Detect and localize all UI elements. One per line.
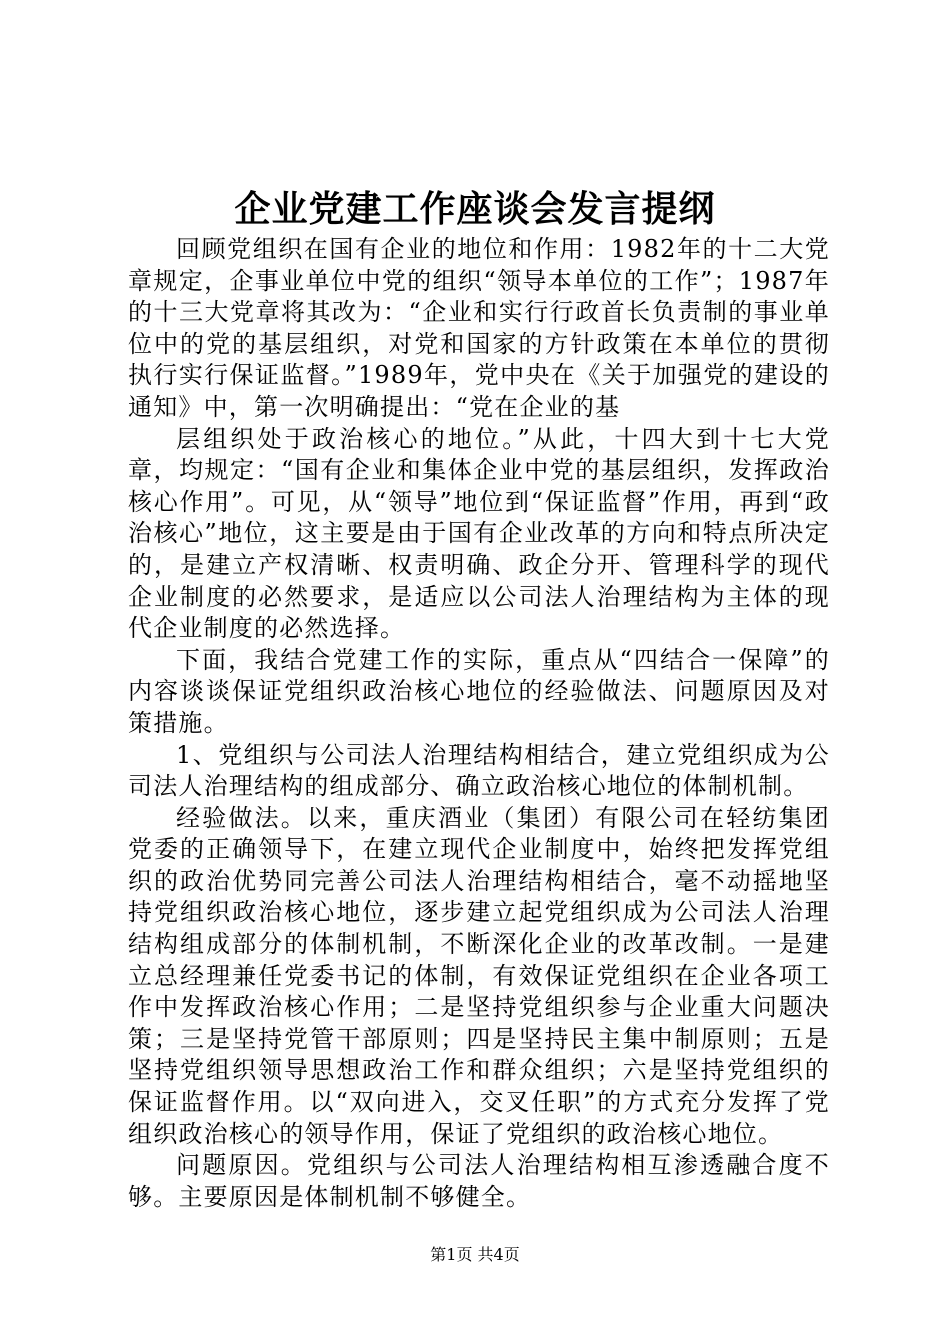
paragraph-1: 回顾党组织在国有企业的地位和作用：1982年的十二大党章规定，企事业单位中党的组织“领导本单位的工作”；1987年的十三大党章将其改为：“企业和实行行政首长负责制的事业单位中的党的基层组织，对党和国家的方针政策在本单位的贯彻执行实行保证监督。”1989年，党中央在《关于加强党的建设的通知》中，第一次明确提出：“党在企业的基 [128,235,830,421]
paragraph-2: 层组织处于政治核心的地位。”从此，十四大到十七大党章，均规定：“国有企业和集体企业中党的基层组织，发挥政治核心作用”。可见，从“领导”地位到“保证监督”作用，再到“政治核心”地位，这主要是由于国有企业改革的方向和特点所决定的，是建立产权清晰、权责明确、政企分开、管理科学的现代企业制度的必然要求，是适应以公司法人治理结构为主体的现代企业制度的必然选择。 [128,424,830,643]
paragraph-6: 问题原因。党组织与公司法人治理结构相互渗透融合度不够。主要原因是体制机制不够健全。 [128,1151,830,1211]
document-body [128,234,830,1213]
document-title: 企业党建工作座谈会发言提纲 [234,188,716,230]
page-number-footer: 第1页 共4页 [430,1245,520,1264]
paragraph-4: 1、党组织与公司法人治理结构相结合，建立党组织成为公司法人治理结构的组成部分、确立政治核心地位的体制机制。 [128,740,830,801]
paragraph-5: 经验做法。以来，重庆酒业（集团）有限公司在轻纺集团党委的正确领导下，在建立现代企业制度中，始终把发挥党组织的政治优势同完善公司法人治理结构相结合，毫不动摇地坚持党组织政治核心地位，逐步建立起党组织成为公司法人治理结构组成部分的体制机制，不断深化企业的改革改制。一是建立总经理兼任党委书记的体制，有效保证党组织在企业各项工作中发挥政治核心作用；二是坚持党组织参与企业重大问题决策；三是坚持党管干部原则；四是坚持民主集中制原则；五是坚持党组织领导思想政治工作和群众组织；六是坚持党组织的保证监督作用。以“双向进入，交叉任职”的方式充分发挥了党组织政治核心的领导作用，保证了党组织的政治核心地位。 [128,803,830,1148]
paragraph-3: 下面，我结合党建工作的实际，重点从“四结合一保障”的内容谈谈保证党组织政治核心地位的经验做法、问题原因及对策措施。 [128,645,830,737]
